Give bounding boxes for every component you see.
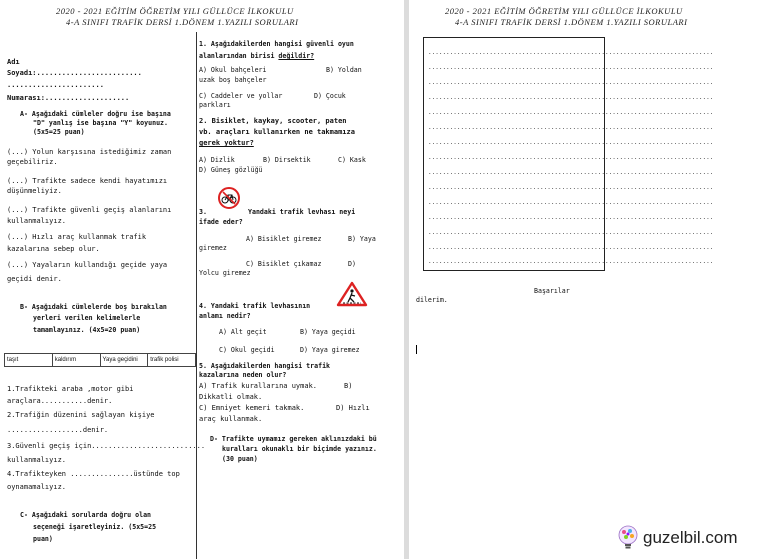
question-4-text-2: anlamı nedir? [199, 312, 251, 320]
closing-text: Başarılar [534, 287, 570, 295]
question-2-text-2: vb. araçları kullanırken ne takmamıza [199, 128, 355, 136]
section-c-title: C- Aşağıdaki sorularda doğru olan [20, 511, 152, 519]
brand-logo[interactable] [617, 522, 738, 554]
question-4-option-a: A) Alt geçit [219, 328, 267, 336]
word-bank-cell: kaldırım [53, 354, 101, 366]
question-5-option-d: D) Hızlı [336, 404, 370, 412]
question-2-option-b: B) Dirsektik [263, 156, 311, 164]
section-d-points: (30 puan) [222, 455, 258, 463]
header-line-2: 4-A SINIFI TRAFİK DERSİ 1.DÖNEM 1.YAZILI SORULARI [66, 17, 299, 27]
answer-line: ............................................................................... [428, 258, 714, 265]
answer-line: ............................................................................... [428, 139, 714, 146]
question-3-option-b: B) Yaya [348, 235, 376, 243]
section-c-title-3: puan) [33, 535, 53, 543]
section-b-item-1-cont: araçlara...........denir. [7, 397, 113, 405]
answer-line: ............................................................................... [428, 229, 714, 236]
name-label: Adı [7, 58, 20, 66]
question-3-text: Yandaki trafik levhası neyi [248, 208, 356, 216]
section-b-item-2: 2.Trafiğin düzenini sağlayan kişiye [7, 411, 155, 419]
word-bank-cell: taşıt [5, 354, 53, 366]
answer-line: ............................................................................... [428, 169, 714, 176]
section-a-item-1: (...) Yolun karşısına istediğimiz zaman [7, 148, 172, 156]
section-b-item-1: 1.Trafikteki araba ,motor gibi [7, 385, 134, 393]
question-3-option-c: C) Bisiklet çıkamaz [246, 260, 322, 268]
question-1-text: 1. Aşağıdakilerden hangisi güvenli oyun [199, 40, 354, 48]
question-2-text-3: gerek yoktur? [199, 139, 254, 147]
header-line-1: 2020 - 2021 EĞİTİM ÖĞRETİM YILI GÜLLÜCE İLKOKULU [56, 6, 294, 16]
question-3-text-2: ifade eder? [199, 218, 243, 226]
answer-line: ............................................................................... [428, 124, 714, 131]
answer-line: ............................................................................... [428, 64, 714, 71]
question-2-text: 2. Bisiklet, kaykay, scooter, paten [199, 117, 347, 125]
question-3-option-d-cont: Yolcu giremez [199, 269, 251, 277]
section-a-item-2: (...) Trafikte sadece kendi hayatımızı [7, 177, 168, 185]
question-2-option-c: C) Kask [338, 156, 366, 164]
word-bank-cell: Yaya geçidini [101, 354, 149, 366]
number-label: Numarası:.................... [7, 94, 130, 102]
section-d-title: D- Trafikte uymamız gereken aklınızdaki bü [210, 435, 377, 443]
section-a-title-2: "D" yanlış ise başına "Y" koyunuz. [33, 119, 168, 127]
question-5-option-b: B) [344, 382, 353, 390]
question-2-option-d: D) Güneş gözlüğü [199, 166, 263, 174]
question-4-option-b: B) Yaya geçidi [300, 328, 356, 336]
section-b-title-3: tamamlayınız. (4x5=20 puan) [33, 326, 141, 334]
section-a-points: (5x5=25 puan) [33, 128, 85, 136]
answer-line: ............................................................................... [428, 214, 714, 221]
header-line-1: 2020 - 2021 EĞİTİM ÖĞRETİM YILI GÜLLÜCE İLKOKULU [445, 6, 683, 16]
section-b-title: B- Aşağıdaki cümlelerde boş bırakılan [20, 303, 167, 311]
lightbulb-logo-icon [617, 525, 639, 551]
section-b-item-2-cont: ..................denir. [7, 426, 109, 434]
section-a-item-4-cont: kazalarına sebep olur. [7, 245, 100, 253]
question-4-option-d: D) Yaya giremez [300, 346, 360, 354]
section-a-item-3-cont: kullanmalıyız. [7, 217, 67, 225]
exam-page-2 [409, 0, 768, 559]
section-b-title-2: yerleri verilen kelimelerle [33, 314, 141, 322]
question-5-option-b-cont: Dikkatli olmak. [199, 393, 263, 401]
question-4-option-c: C) Okul geçidi [219, 346, 275, 354]
question-1-option-a: A) Okul bahçeleri [199, 66, 267, 74]
question-2-option-a: A) Dizlik [199, 156, 235, 164]
answer-writing-box[interactable] [423, 37, 714, 271]
section-a-item-5-cont: geçidi denir. [7, 275, 62, 283]
question-1-option-d: D) Çocuk [314, 92, 346, 100]
brand-name: guzelbil.com [643, 528, 738, 547]
question-1-text-2: alanlarından birisi değildir? [199, 52, 315, 60]
question-5-text-2: kazalarına neden olur? [199, 371, 287, 379]
section-d-title-2: kuralları okunaklı bir biçimde yazınız. [222, 445, 377, 453]
answer-line: ............................................................................... [428, 154, 714, 161]
word-bank-cell: trafik polisi [150, 357, 179, 363]
question-3-option-a: A) Bisiklet giremez [246, 235, 322, 243]
answer-line: ............................................................................... [428, 244, 714, 251]
text-cursor [416, 345, 417, 354]
question-1-option-b-cont: uzak boş bahçeler [199, 76, 267, 84]
column-divider [196, 32, 197, 559]
question-3-number: 3. [199, 208, 207, 216]
closing-text-2: dilerim. [416, 296, 448, 304]
question-5-option-a: A) Trafik kurallarına uymak. [199, 382, 318, 390]
question-3-option-d: D) [348, 260, 356, 268]
question-1-emphasis: değildir? [278, 52, 315, 60]
answer-line: ............................................................................... [428, 109, 714, 116]
section-c-title-2: seçeneği işaretleyiniz. (5x5=25 [33, 523, 157, 531]
section-b-item-3: 3.Güvenli geçiş için........................... [7, 442, 206, 450]
surname-label: Soyadı:......................... [7, 69, 142, 77]
section-a-item-4: (...) Hızlı araç kullanmak trafik [7, 233, 147, 241]
question-3-option-b-cont: giremez [199, 244, 227, 252]
section-a-item-3: (...) Trafikte güvenli geçiş alanlarını [7, 206, 172, 214]
question-1-option-c: C) Caddeler ve yollar [199, 92, 283, 100]
word-bank-table [4, 353, 196, 367]
question-1-option-b: B) Yoldan [326, 66, 362, 74]
question-5-option-c: C) Emniyet kemeri takmak. [199, 404, 305, 412]
section-b-item-4: 4.Trafikteyken ...............üstünde top [7, 470, 180, 478]
answer-line: ............................................................................... [428, 199, 714, 206]
pedestrian-crossing-sign-icon [337, 282, 367, 306]
section-a-item-1-cont: geçebiliriz. [7, 158, 58, 166]
header-line-2: 4-A SINIFI TRAFİK DERSİ 1.DÖNEM 1.YAZILI SORULARI [455, 17, 688, 27]
section-b-item-3-cont: kullanmalıyız. [7, 456, 67, 464]
section-a-item-5: (...) Yayaların kullandığı geçide yaya [7, 261, 168, 269]
section-a-item-2-cont: düşünmeliyiz. [7, 187, 62, 195]
answer-line: ............................................................................... [428, 49, 714, 56]
question-1-option-d-cont: parkları [199, 101, 231, 109]
section-a-title: A- Aşağıdaki cümleler doğru ise başına [20, 110, 171, 118]
answer-line: ............................................................................... [428, 184, 714, 191]
answer-line: ............................................................................... [428, 94, 714, 101]
question-5-option-d-cont: araç kullanmak. [199, 415, 263, 423]
question-5-text: 5. Aşağıdakilerden hangisi trafik [199, 362, 331, 370]
answer-line: ............................................................................... [428, 79, 714, 86]
question-4-text: 4. Yandaki trafik levhasının [199, 302, 311, 310]
surname-line: ....................... [7, 81, 104, 89]
no-bicycle-sign-icon [218, 187, 240, 209]
section-b-item-4-cont: oynamamalıyız. [7, 483, 67, 491]
